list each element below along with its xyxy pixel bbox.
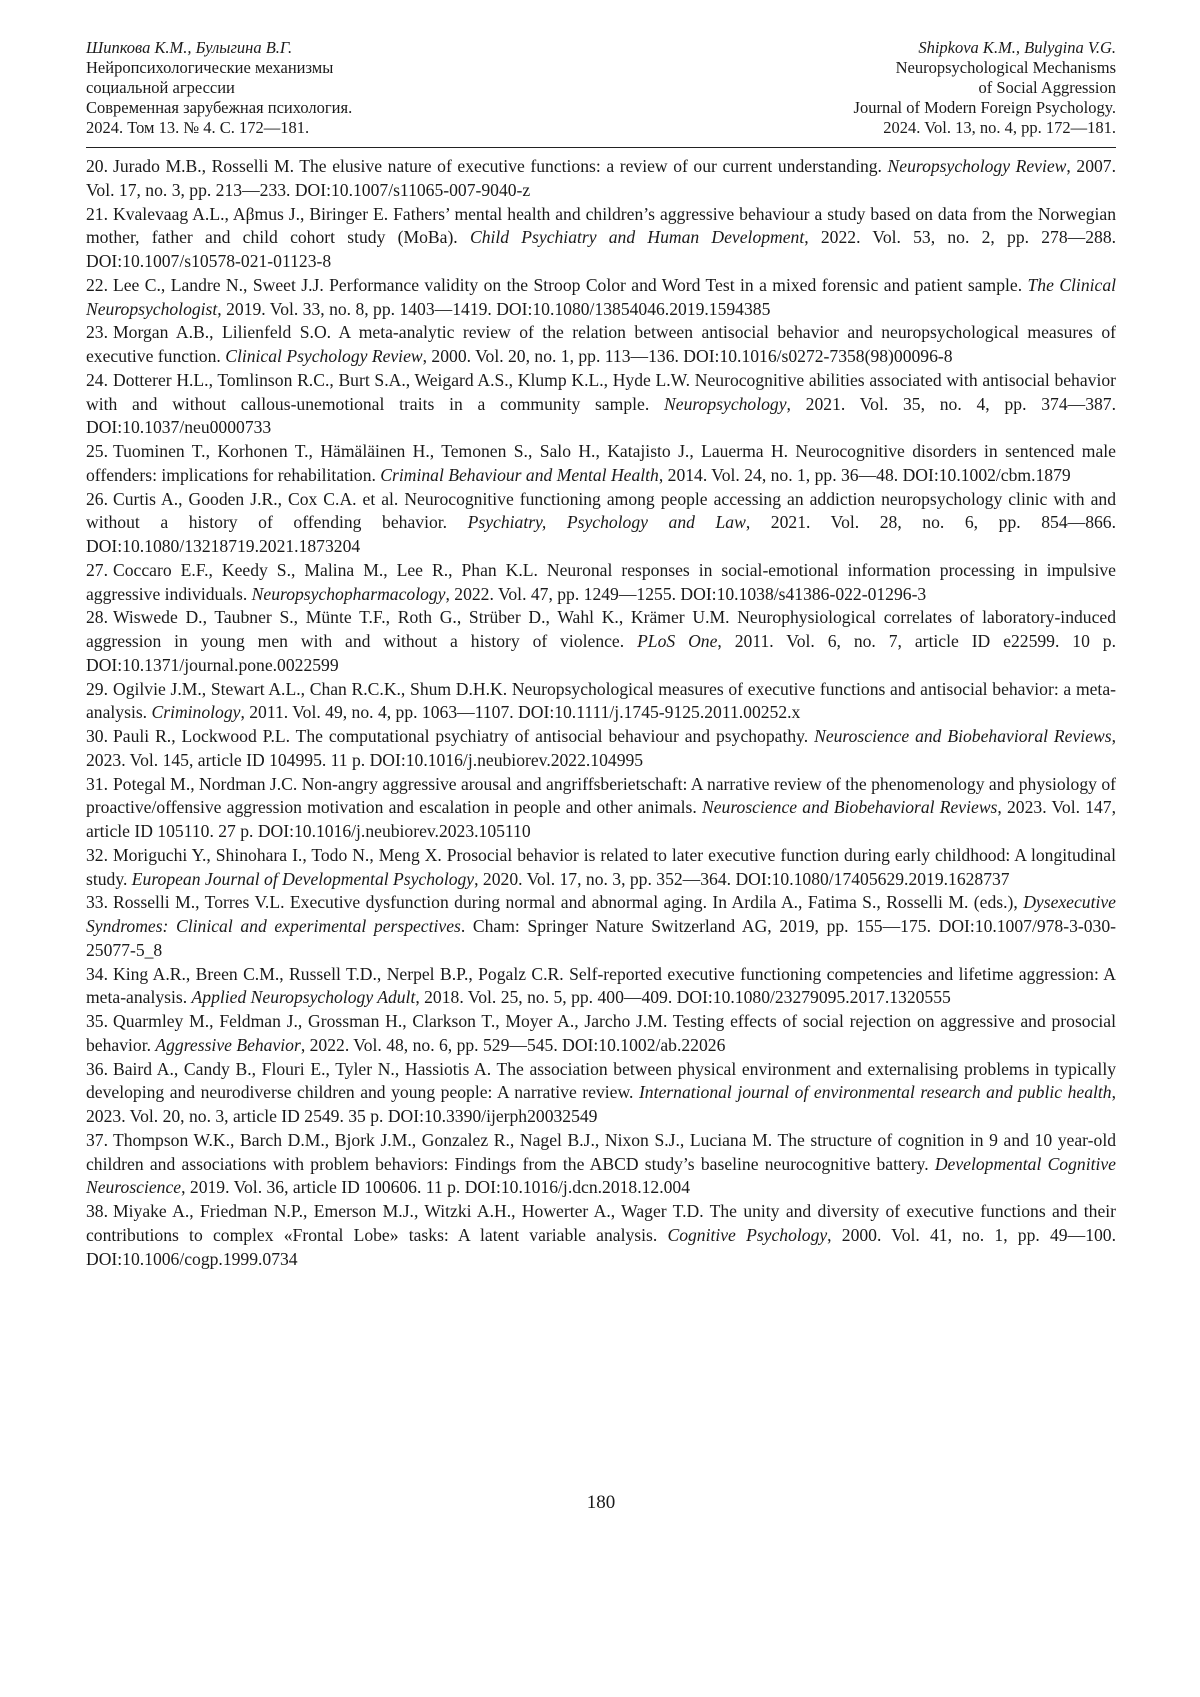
- reference-details: , 2021. Vol. 28, no. 6, pp. 854—866. DOI:10.1080/13218719.2021.1873204: [86, 512, 1116, 556]
- reference-text: Curtis A., Gooden J.R., Cox C.A. et al. Neurocognitive functioning among people accessing an addiction neuropsychology clinic with and without a history of offending behavior.: [86, 488, 1116, 533]
- reference-number: 22.: [86, 274, 108, 295]
- header-title-en-line2: of Social Aggression: [978, 78, 1116, 97]
- reference-number: 34.: [86, 963, 108, 984]
- reference-text: Dotterer H.L., Tomlinson R.C., Burt S.A., Weigard A.S., Klump K.L., Hyde L.W. Neurocognitive abilities associated with antisocial behavior with and without callous-unemotional traits in a community sample.: [86, 369, 1116, 414]
- reference-number: 25.: [86, 441, 108, 461]
- reference-number: 32.: [86, 844, 108, 865]
- reference-details: , 2020. Vol. 17, no. 3, pp. 352—364. DOI:10.1080/17405629.2019.1628737: [474, 868, 1010, 889]
- reference-item: [86, 844, 1116, 892]
- reference-number: 36.: [86, 1058, 108, 1079]
- reference-journal: Neuropsychology: [664, 393, 787, 414]
- reference-journal: Neuropsychology Review: [887, 156, 1067, 176]
- header-title-ru-line1: Нейропсихологические механизмы: [86, 58, 334, 77]
- header-title-ru-line2: социальной агрессии: [86, 78, 235, 97]
- reference-journal: The Clinical Neuropsychologist: [86, 274, 1117, 319]
- reference-item: [86, 440, 1116, 488]
- reference-number: 33.: [86, 892, 108, 913]
- reference-item: [86, 725, 1116, 773]
- reference-text: Potegal M., Nordman J.C. Non-angry aggressive arousal and angriffsberietschaft: A narrative review of the phenomenology and physiology of proactive/offensive aggression motivation and escalation in people and other animals.: [86, 773, 1116, 818]
- reference-number: 35.: [86, 1011, 108, 1031]
- reference-text: Wiswede D., Taubner S., Münte T.F., Roth G., Strüber D., Wahl K., Krämer U.M. Neurophysiological correlates of laboratory-induced aggression in young men with and without a history of violence.: [86, 607, 1116, 651]
- reference-number: 37.: [86, 1129, 108, 1150]
- reference-journal: Neuroscience and Biobehavioral Reviews: [814, 726, 1112, 746]
- reference-details: , 2000. Vol. 41, no. 1, pp. 49—100. DOI:10.1006/cogp.1999.0734: [86, 1224, 1116, 1269]
- reference-item: [86, 369, 1116, 440]
- reference-text: Kvalevaag A.L., Aβmus J., Biringer E. Fathers’ mental health and children’s aggressive behaviour a study based on data from the Norwegian mother, father and child cohort study (MoBa).: [86, 203, 1116, 248]
- header-journal-ru: Современная зарубежная психология.: [86, 98, 353, 117]
- reference-details: , 2022. Vol. 53, no. 2, pp. 278—288. DOI:10.1007/s10578-021-01123-8: [86, 227, 1117, 271]
- reference-number: 28.: [86, 607, 108, 628]
- reference-text: Miyake A., Friedman N.P., Emerson M.J., Witzki A.H., Howerter A., Wager T.D. The unity and diversity of executive functions and their contributions to complex «Frontal Lobe» tasks: A latent variable analysis.: [86, 1201, 1116, 1245]
- header-journal-en: Journal of Modern Foreign Psychology.: [853, 98, 1116, 117]
- reference-number: 38.: [86, 1201, 108, 1221]
- reference-item: [86, 1058, 1116, 1129]
- reference-number: 20.: [86, 156, 108, 176]
- reference-item: [86, 559, 1116, 607]
- reference-journal: Dysexecutive Syndromes: Clinical and experimental perspectives: [86, 892, 1116, 936]
- reference-details: , 2000. Vol. 20, no. 1, pp. 113—136. DOI:10.1016/s0272-7358(98)00096-8: [422, 346, 953, 366]
- reference-journal: Clinical Psychology Review: [225, 346, 423, 366]
- reference-details: , 2022. Vol. 48, no. 6, pp. 529—545. DOI:10.1002/ab.22026: [300, 1034, 726, 1055]
- page-number: 180: [586, 1492, 616, 1513]
- header-english: [854, 38, 1116, 138]
- reference-item: [86, 963, 1116, 1011]
- reference-details: , 2022. Vol. 47, pp. 1249—1255. DOI:10.1038/s41386-022-01296-3: [445, 583, 927, 604]
- reference-journal: Psychiatry, Psychology and Law: [467, 512, 746, 533]
- reference-item: [86, 606, 1116, 677]
- header-authors-ru: Шипкова К.М., Булыгина В.Г.: [86, 38, 293, 57]
- reference-number: 23.: [86, 322, 108, 343]
- reference-journal: Criminal Behaviour and Mental Health: [380, 464, 659, 485]
- reference-journal: Cognitive Psychology: [667, 1224, 828, 1245]
- reference-number: 30.: [86, 726, 108, 746]
- reference-journal: Aggressive Behavior: [155, 1034, 301, 1055]
- reference-journal: European Journal of Developmental Psychology: [131, 868, 475, 889]
- reference-journal: Criminology: [151, 702, 241, 723]
- reference-item: [86, 274, 1116, 322]
- reference-number: 29.: [86, 678, 108, 699]
- reference-item: [86, 678, 1116, 726]
- reference-text: Rosselli M., Torres V.L. Executive dysfunction during normal and abnormal aging. In Ardila A., Fatima S., Rosselli M. (eds.),: [113, 892, 1024, 913]
- running-header: [86, 38, 1116, 138]
- reference-text: Quarmley M., Feldman J., Grossman H., Clarkson T., Moyer A., Jarcho J.M. Testing effects of social rejection on aggressive and prosocial behavior.: [86, 1011, 1116, 1055]
- header-title-en-line1: Neuropsychological Mechanisms: [895, 58, 1116, 77]
- header-issue-ru: 2024. Том 13. № 4. С. 172—181.: [86, 118, 310, 137]
- reference-number: 31.: [86, 773, 108, 794]
- reference-details: , 2019. Vol. 33, no. 8, pp. 1403—1419. DOI:10.1080/13854046.2019.1594385: [217, 298, 771, 319]
- reference-item: [86, 155, 1116, 203]
- reference-details: . Cham: Springer Nature Switzerland AG, 2019, pp. 155—175. DOI:10.1007/978-3-030-25077-5_8: [86, 916, 1116, 960]
- reference-details: , 2023. Vol. 145, article ID 104995. 11 p. DOI:10.1016/j.neubiorev.2022.104995: [86, 726, 1116, 770]
- reference-details: , 2023. Vol. 147, article ID 105110. 27 p. DOI:10.1016/j.neubiorev.2023.105110: [86, 797, 1116, 841]
- reference-journal: Child Psychiatry and Human Development: [469, 227, 805, 248]
- reference-journal: Neuroscience and Biobehavioral Reviews: [702, 797, 998, 818]
- reference-journal: International journal of environmental research and public health: [638, 1082, 1112, 1103]
- header-russian: [86, 38, 352, 138]
- reference-number: 27.: [86, 559, 108, 580]
- reference-item: [86, 321, 1116, 369]
- reference-journal: PLoS One: [637, 631, 718, 651]
- reference-details: , 2023. Vol. 20, no. 3, article ID 2549. 35 p. DOI:10.3390/ijerph20032549: [86, 1082, 1116, 1126]
- reference-text: Ogilvie J.M., Stewart A.L., Chan R.C.K., Shum D.H.K. Neuropsychological measures of executive functions and antisocial behavior: a meta-analysis.: [86, 678, 1116, 723]
- reference-details: , 2014. Vol. 24, no. 1, pp. 36—48. DOI:10.1002/cbm.1879: [658, 464, 1071, 485]
- reference-item: [86, 1200, 1116, 1271]
- reference-text: Pauli R., Lockwood P.L. The computational psychiatry of antisocial behaviour and psychopathy.: [113, 726, 815, 746]
- header-issue-en: 2024. Vol. 13, no. 4, pp. 172—181.: [883, 118, 1116, 137]
- reference-text: Jurado M.B., Rosselli M. The elusive nature of executive functions: a review of our current understanding.: [113, 156, 888, 176]
- reference-details: , 2018. Vol. 25, no. 5, pp. 400—409. DOI:10.1080/23279095.2017.1320555: [415, 987, 951, 1008]
- reference-number: 24.: [86, 369, 108, 390]
- reference-text: Moriguchi Y., Shinohara I., Todo N., Meng X. Prosocial behavior is related to later executive function during early childhood: A longitudinal study.: [86, 844, 1116, 889]
- reference-text: Tuominen T., Korhonen T., Hämäläinen H., Temonen S., Salo H., Katajisto J., Lauerma H. Neurocognitive disorders in sentenced male offenders: implications for rehabilitation.: [86, 441, 1116, 485]
- reference-journal: Neuropsychopharmacology: [251, 583, 446, 604]
- reference-text: Coccaro E.F., Keedy S., Malina M., Lee R., Phan K.L. Neuronal responses in social-emotional information processing in impulsive aggressive individuals.: [86, 559, 1116, 604]
- header-authors-en: Shipkova K.M., Bulygina V.G.: [918, 38, 1116, 57]
- reference-details: , 2011. Vol. 49, no. 4, pp. 1063—1107. DOI:10.1111/j.1745-9125.2011.00252.x: [240, 702, 801, 723]
- reference-details: , 2011. Vol. 6, no. 7, article ID e22599. 10 p. DOI:10.1371/journal.pone.0022599: [86, 631, 1116, 675]
- page: [86, 38, 1116, 1678]
- reference-item: [86, 203, 1116, 274]
- reference-item: [86, 1010, 1116, 1058]
- reference-journal: Developmental Cognitive Neuroscience: [86, 1153, 1116, 1198]
- reference-text: Baird A., Candy B., Flouri E., Tyler N., Hassiotis A. The association between physical environment and externalising problems in typically developing and neurodiverse children and young people: A narrative review.: [86, 1058, 1116, 1103]
- reference-details: , 2007. Vol. 17, no. 3, pp. 213—233. DOI:10.1007/s11065-007-9040-z: [86, 156, 1116, 200]
- reference-journal: Applied Neuropsychology Adult: [191, 987, 416, 1008]
- reference-number: 21.: [86, 203, 108, 224]
- reference-number: 26.: [86, 488, 108, 509]
- reference-text: Lee C., Landre N., Sweet J.J. Performance validity on the Stroop Color and Word Test in a mixed forensic and patient sample.: [113, 274, 1028, 295]
- reference-item: [86, 488, 1116, 559]
- reference-details: , 2019. Vol. 36, article ID 100606. 11 p. DOI:10.1016/j.dcn.2018.12.004: [181, 1177, 690, 1198]
- reference-text: Morgan A.B., Lilienfeld S.O. A meta-analytic review of the relation between antisocial behavior and neuropsychological measures of executive function.: [86, 322, 1116, 366]
- reference-details: , 2021. Vol. 35, no. 4, pp. 374—387. DOI:10.1037/neu0000733: [86, 393, 1117, 438]
- reference-item: [86, 773, 1116, 844]
- reference-item: [86, 891, 1116, 962]
- reference-text: King A.R., Breen C.M., Russell T.D., Nerpel B.P., Pogalz C.R. Self-reported executive functioning competencies and lifetime aggression: A meta-analysis.: [86, 963, 1116, 1008]
- reference-item: [86, 1129, 1116, 1200]
- header-divider: [86, 147, 1116, 148]
- reference-list: [86, 155, 1116, 1271]
- reference-text: Thompson W.K., Barch D.M., Bjork J.M., Gonzalez R., Nagel B.J., Nixon S.J., Luciana M. The structure of cognition in 9 and 10 year-old children and associations with problem behaviors: Findings from the ABCD study’s baseline neurocognitive battery.: [86, 1129, 1116, 1174]
